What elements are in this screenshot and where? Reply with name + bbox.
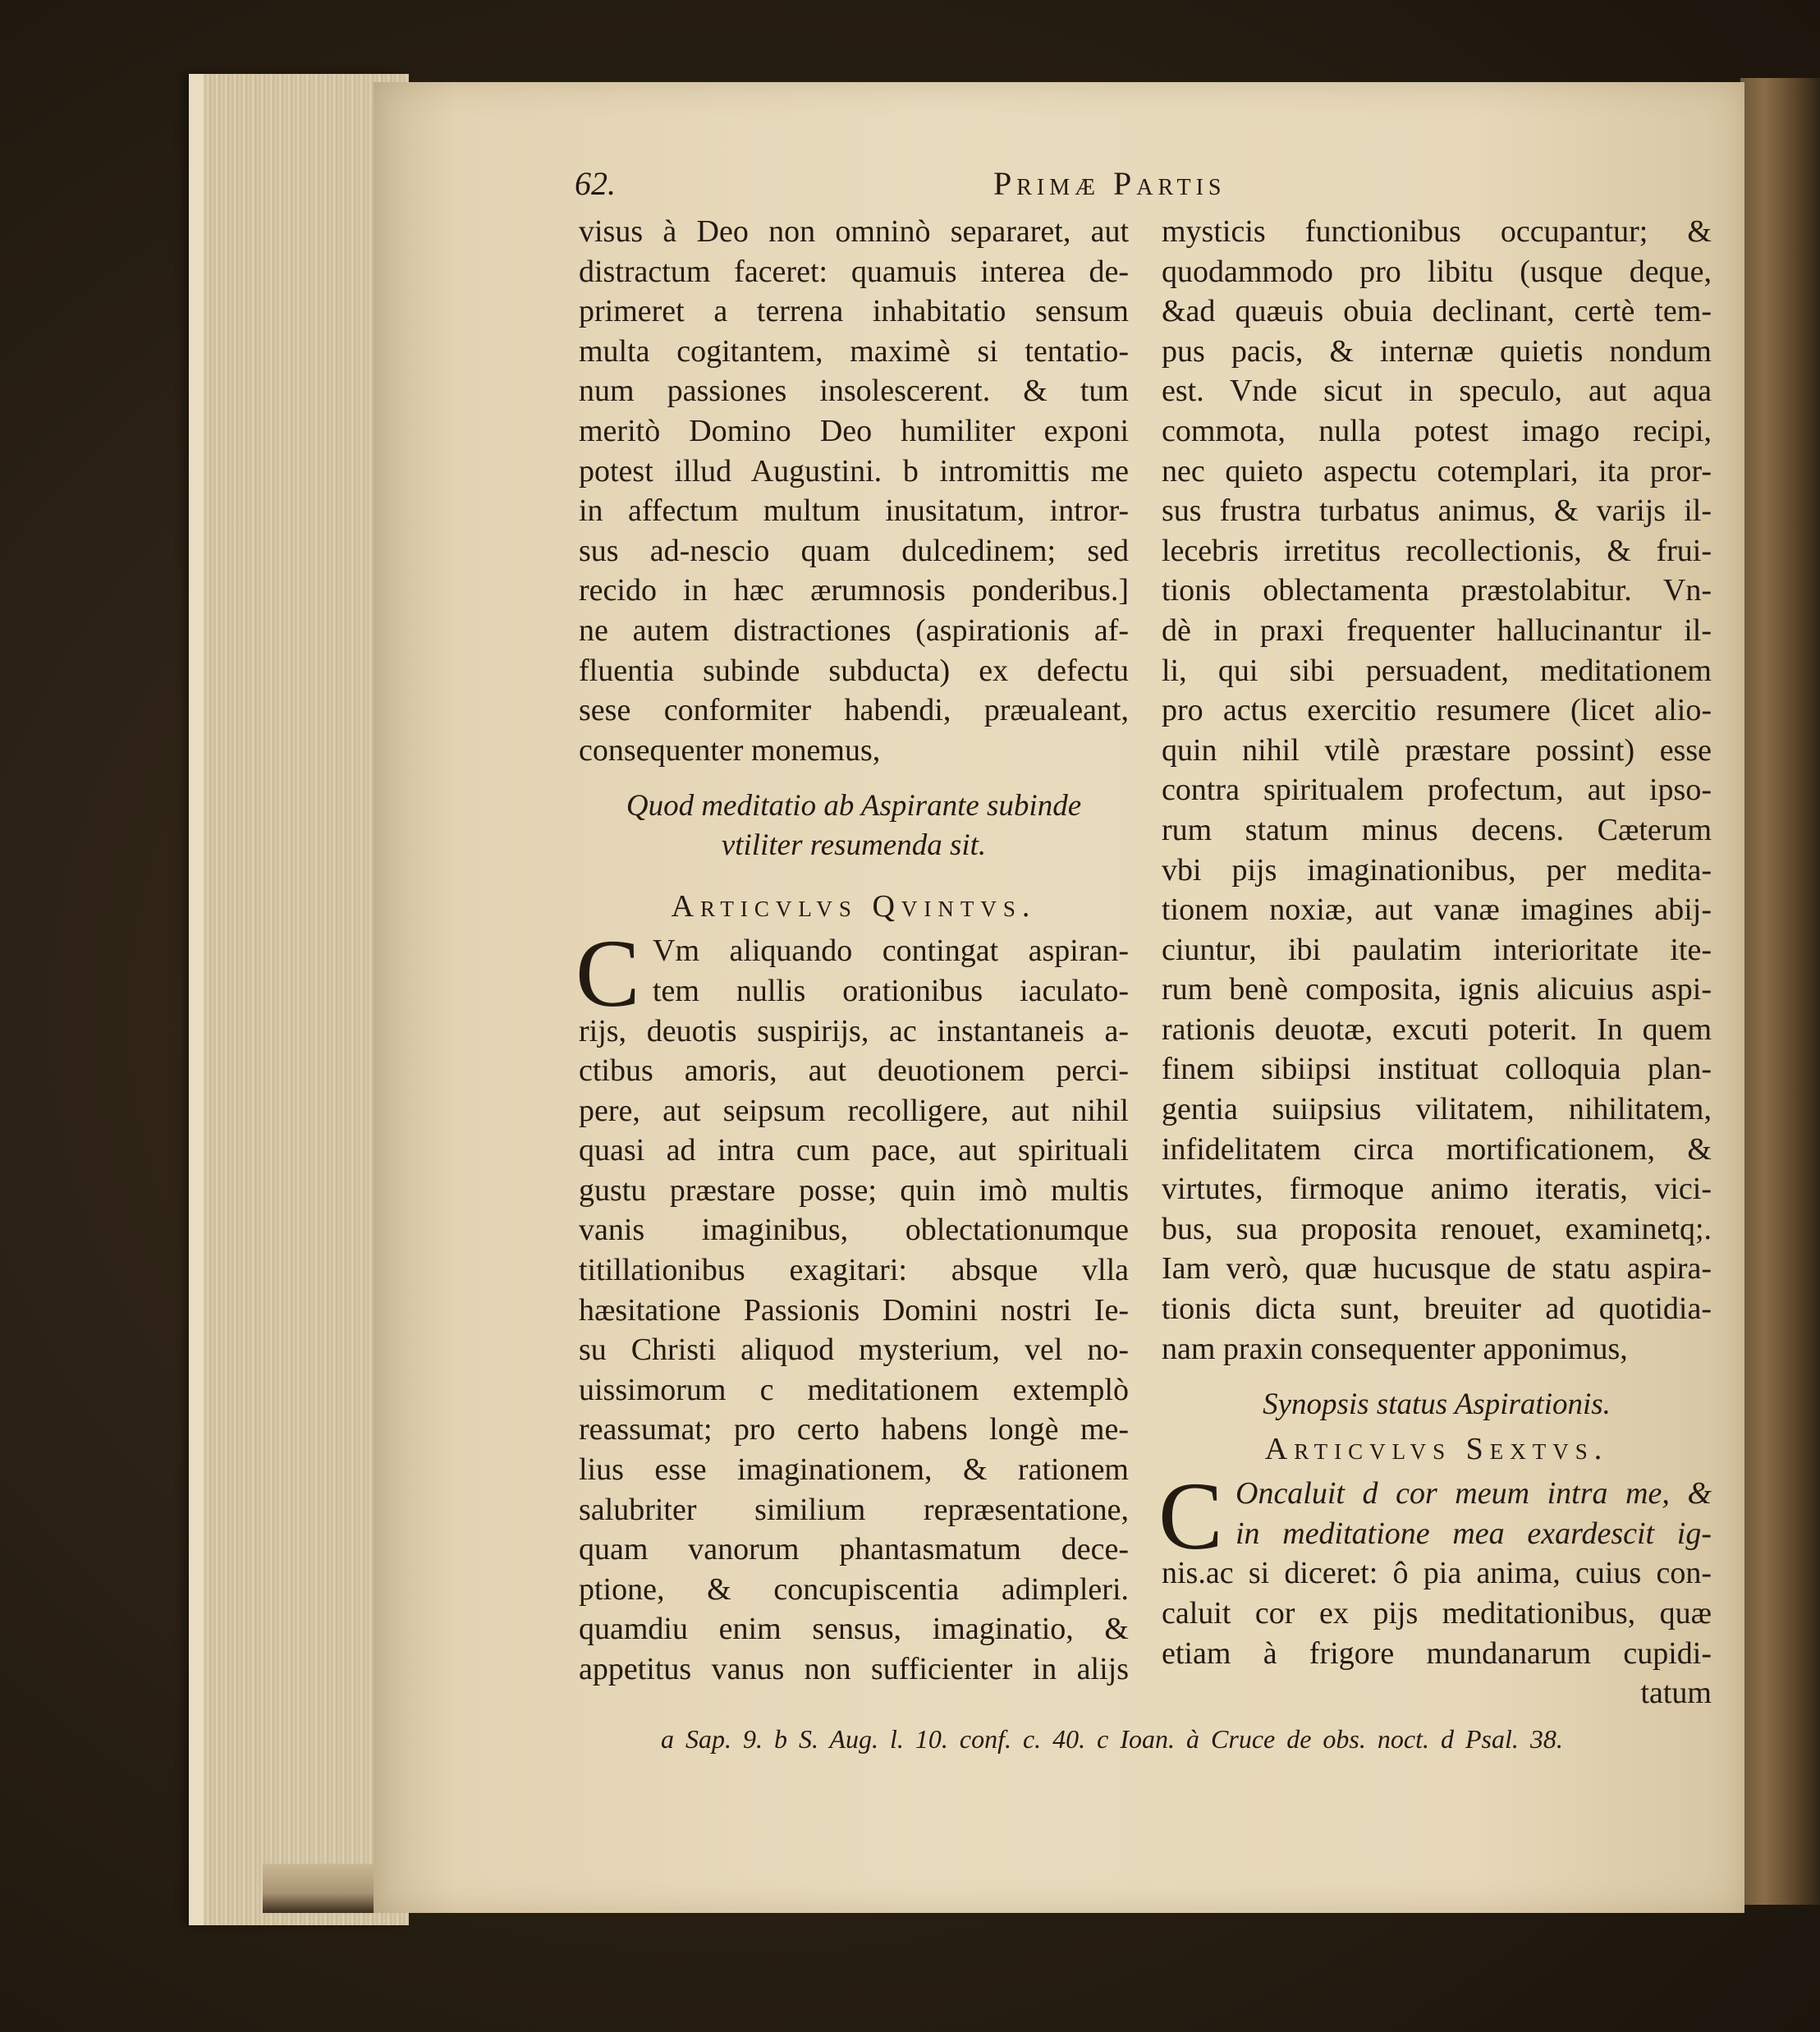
right-paragraph bbox=[1162, 212, 1712, 1369]
text-line: rationis deuotæ, excuti poterit. In quem bbox=[1162, 1011, 1712, 1047]
book-page bbox=[374, 82, 1744, 1913]
text-line: Vm aliquando contingat aspiran- bbox=[653, 933, 1129, 969]
text-line: est. Vnde sicut in speculo, aut aqua bbox=[1162, 374, 1712, 409]
drop-cap: C bbox=[575, 920, 640, 1028]
left-paragraph bbox=[579, 212, 1129, 770]
text-line: quamdiu enim sensus, imaginatio, & bbox=[579, 1612, 1129, 1647]
text-line: visus à Deo non omninò separaret, aut bbox=[579, 214, 1129, 249]
text-line: sus frustra turbatus animus, & varijs il- bbox=[1162, 493, 1712, 529]
text-line: gentia suiipsius vilitatem, nihilitatem, bbox=[1162, 1092, 1712, 1127]
text-line: sese conformiter habendi, præualeant, bbox=[579, 693, 1129, 728]
text-line: rum benè composita, ignis alicuius aspi- bbox=[1162, 972, 1712, 1007]
text-line: ptione, & concupiscentia adimpleri. bbox=[579, 1571, 1129, 1607]
article-heading: Articvlvs Sextvs. bbox=[1264, 1432, 1609, 1467]
text-line: potest illud Augustini. b intromittis me bbox=[579, 453, 1129, 489]
right-column bbox=[1158, 212, 1712, 1713]
text-line: gustu præstare posse; quin imò multis bbox=[579, 1172, 1129, 1208]
text-line: lecebris irretitus recollectionis, & frui- bbox=[1162, 533, 1712, 568]
text-line: virtutes, firmoque animo iteratis, vici- bbox=[1162, 1172, 1712, 1207]
text-line: hæsitatione Passionis Domini nostri Ie- bbox=[579, 1292, 1129, 1328]
spacer bbox=[579, 865, 1129, 882]
text-line: vanis imaginibus, oblectationumque bbox=[579, 1213, 1129, 1248]
text-line: nam praxin consequenter apponimus, bbox=[1162, 1331, 1628, 1366]
spacer bbox=[579, 770, 1129, 787]
text-line: rijs, deuotis suspirijs, ac instantaneis a- bbox=[579, 1013, 1129, 1048]
right-paragraph-continued bbox=[1162, 1553, 1712, 1673]
spacer bbox=[1162, 1369, 1712, 1385]
text-line: Oncaluit d cor meum intra me, & bbox=[1235, 1476, 1712, 1511]
text-line: dè in praxi frequenter hallucinantur il- bbox=[1162, 612, 1712, 648]
text-line: commota, nulla potest imago recipi, bbox=[1162, 413, 1712, 448]
text-line: meritò Domino Deo humiliter exponi bbox=[579, 413, 1129, 448]
text-line: quasi ad intra cum pace, aut spirituali bbox=[579, 1133, 1129, 1168]
text-line: distractum faceret: quamuis interea de- bbox=[579, 254, 1129, 289]
text-line: &ad quæuis obuia declinant, certè tem- bbox=[1162, 294, 1712, 329]
dropcap-paragraph bbox=[575, 920, 1129, 1028]
text-line: titillationibus exagitari: absque vlla bbox=[579, 1253, 1129, 1288]
text-line: salubriter similium repræsentatione, bbox=[579, 1492, 1129, 1527]
dropcap-paragraph bbox=[1158, 1462, 1712, 1571]
left-paragraph-continued bbox=[579, 1011, 1129, 1690]
text-line: nis.ac si diceret: ô pia anima, cuius con- bbox=[1162, 1556, 1712, 1591]
text-line: primeret a terrena inhabitatio sensum bbox=[579, 294, 1129, 329]
text-line: pro actus exercitio resumere (licet alio- bbox=[1162, 693, 1712, 728]
text-line: contra spiritualem profectum, aut ipso- bbox=[1162, 773, 1712, 808]
text-line: su Christi aliquod mysterium, vel no- bbox=[579, 1332, 1129, 1368]
section-heading-line: Quod meditatio ab Aspirante subinde bbox=[626, 789, 1082, 823]
text-line: in affectum multum inusitatum, intror- bbox=[579, 493, 1129, 529]
text-line: tionis oblectamenta præstolabitur. Vn- bbox=[1162, 573, 1712, 608]
text-line: infidelitatem circa mortificationem, & bbox=[1162, 1131, 1712, 1167]
facing-page-edge bbox=[1740, 78, 1820, 1905]
text-line: quodammodo pro libitu (usque deque, bbox=[1162, 254, 1712, 289]
left-column bbox=[575, 212, 1129, 1690]
section-heading-line: Synopsis status Aspirationis. bbox=[1263, 1388, 1611, 1422]
text-line: Iam verò, quæ hucusque de statu aspira- bbox=[1162, 1251, 1712, 1287]
page-number: 62. bbox=[575, 165, 616, 202]
text-line: sus ad-nescio quam dulcedinem; sed bbox=[579, 533, 1129, 568]
running-title: Primæ Partis bbox=[993, 165, 1226, 202]
text-line: finem sibiipsi instituat colloquia plan- bbox=[1162, 1052, 1712, 1087]
footnotes: a Sap. 9. b S. Aug. l. 10. conf. c. 40. c Ioan. à Cruce de obs. noct. d Psal. 38. bbox=[661, 1724, 1563, 1754]
text-line: vbi pijs imaginationibus, per medita- bbox=[1162, 852, 1712, 888]
text-line: quin nihil vtilè præstare possint) esse bbox=[1162, 732, 1712, 768]
text-line: caluit cor ex pijs meditationibus, quæ bbox=[1162, 1596, 1712, 1631]
text-line: ctibus amoris, aut deuotionem perci- bbox=[579, 1053, 1129, 1089]
text-line: quam vanorum phantasmatum dece- bbox=[579, 1532, 1129, 1567]
text-line: consequenter monemus, bbox=[579, 732, 881, 768]
text-line: appetitus vanus non sufficienter in alijs bbox=[579, 1652, 1129, 1686]
text-line: pus pacis, & internæ quietis nondum bbox=[1162, 333, 1712, 369]
running-head bbox=[575, 164, 1724, 213]
text-line: tionem noxiæ, aut vanæ imagines abij- bbox=[1162, 892, 1712, 928]
text-line: recido in hæc ærumnosis ponderibus.] bbox=[579, 573, 1129, 608]
text-line: multa cogitantem, maximè si tentatio- bbox=[579, 333, 1129, 369]
article-heading: Articvlvs Qvintvs. bbox=[671, 889, 1037, 924]
text-line: nec quieto aspectu cotemplari, ita pror- bbox=[1162, 453, 1712, 489]
text-line: tionis dicta sunt, breuiter ad quotidia- bbox=[1162, 1291, 1712, 1327]
text-line: fluentia subinde subducta) ex defectu bbox=[579, 653, 1129, 688]
text-line: num passiones insolescerent. & tum bbox=[579, 374, 1129, 409]
text-line: ne autem distractiones (aspirationis af- bbox=[579, 612, 1129, 648]
text-line: reassumat; pro certo habens longè me- bbox=[579, 1412, 1129, 1447]
text-line: li, qui sibi persuadent, meditationem bbox=[1162, 653, 1712, 688]
text-line: in meditatione mea exardescit ig- bbox=[1235, 1516, 1712, 1551]
text-line: mysticis functionibus occupantur; & bbox=[1162, 214, 1712, 249]
text-line: tem nullis orationibus iaculato- bbox=[653, 973, 1129, 1008]
text-line: etiam à frigore mundanarum cupidi- bbox=[1162, 1635, 1712, 1671]
text-line: ciuntur, ibi paulatim interioritate ite- bbox=[1162, 932, 1712, 967]
drop-cap: C bbox=[1158, 1462, 1223, 1571]
text-line: pere, aut seipsum recolligere, aut nihil bbox=[579, 1093, 1129, 1128]
catchword: tatum bbox=[1640, 1676, 1712, 1711]
text-line: bus, sua proposita renouet, examinetq;. bbox=[1162, 1211, 1712, 1246]
section-heading-line: vtiliter resumenda sit. bbox=[721, 828, 987, 863]
text-line: lius esse imaginationem, & rationem bbox=[579, 1452, 1129, 1488]
text-line: uissimorum c meditationem extemplò bbox=[579, 1372, 1129, 1407]
text-line: rum statum minus decens. Cæterum bbox=[1162, 812, 1712, 847]
